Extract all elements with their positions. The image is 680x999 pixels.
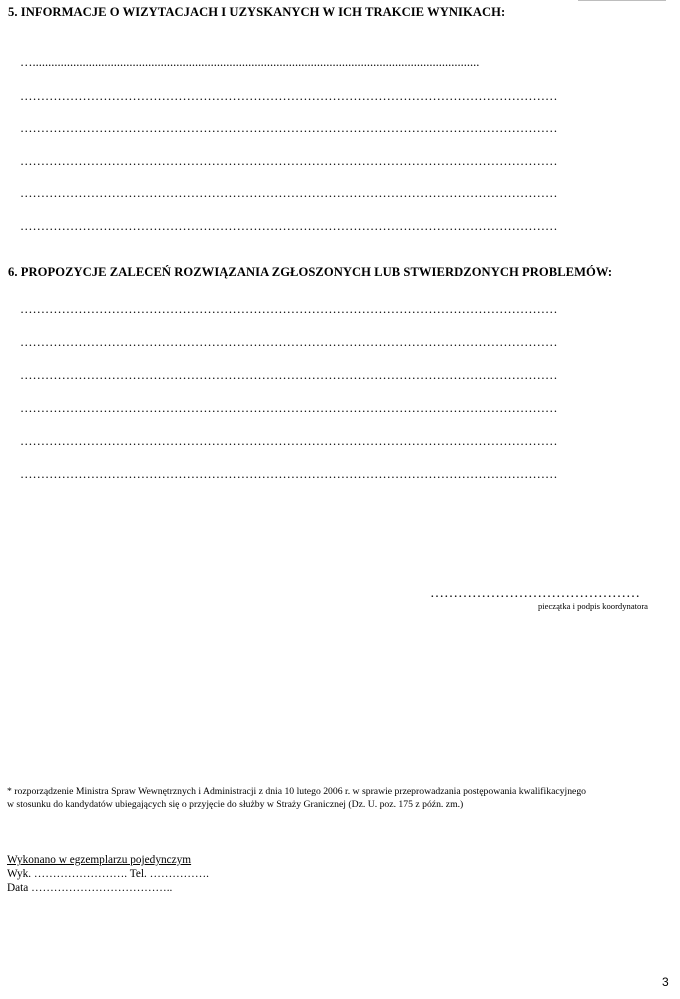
execution-date: Data ……………………………….. <box>7 882 173 895</box>
section-5-line-3: ………………………………………………………………………………………………………………… <box>20 121 558 135</box>
section-5-line-6: ………………………………………………………………………………………………………………… <box>20 219 558 233</box>
section-6-line-5: ………………………………………………………………………………………………………………… <box>20 434 558 448</box>
execution-wyk-tel: Wyk. ……………………. Tel. ……………. <box>7 868 209 881</box>
footnote-line-2: w stosunku do kandydatów ubiegających się o przyjęcie do służby w Straży Granicznej (Dz. U. poz. 175 z późn. zm.) <box>7 799 464 810</box>
signature-line: ……………………………………… <box>430 586 640 601</box>
footnote <box>7 785 671 811</box>
section-6-line-3: ………………………………………………………………………………………………………………… <box>20 368 558 382</box>
signature-caption: pieczątka i podpis koordynatora <box>537 601 648 611</box>
section-5-heading: 5. INFORMACJE O WIZYTACJACH I UZYSKANYCH W ICH TRAKCIE WYNIKACH: <box>8 5 506 19</box>
section-5-line-2: ………………………………………………………………………………………………………………… <box>20 89 558 103</box>
section-5-line-1: …............................................................................................................................................... <box>20 55 480 69</box>
section-5-line-5: ………………………………………………………………………………………………………………… <box>20 186 558 200</box>
footnote-line-1: * rozporządzenie Ministra Spraw Wewnętrznych i Administracji z dnia 10 lutego 2006 r. w sprawie przeprowadzania postępowania kwalifikacyjnego <box>7 786 587 797</box>
execution-block <box>7 853 209 896</box>
section-6-line-6: ………………………………………………………………………………………………………………… <box>20 467 558 481</box>
section-6-line-4: ………………………………………………………………………………………………………………… <box>20 401 558 415</box>
section-6-heading: 6. PROPOZYCJE ZALECEŃ ROZWIĄZANIA ZGŁOSZONYCH LUB STWIERDZONYCH PROBLEMÓW: <box>8 265 613 279</box>
section-6-line-2: ………………………………………………………………………………………………………………… <box>20 335 558 349</box>
section-6-line-1: ………………………………………………………………………………………………………………… <box>20 302 558 316</box>
section-5-line-4: ………………………………………………………………………………………………………………… <box>20 154 558 168</box>
execution-title: Wykonano w egzemplarzu pojedynczym <box>7 854 192 866</box>
top-divider <box>578 0 666 1</box>
page-number: 3 <box>662 975 669 989</box>
